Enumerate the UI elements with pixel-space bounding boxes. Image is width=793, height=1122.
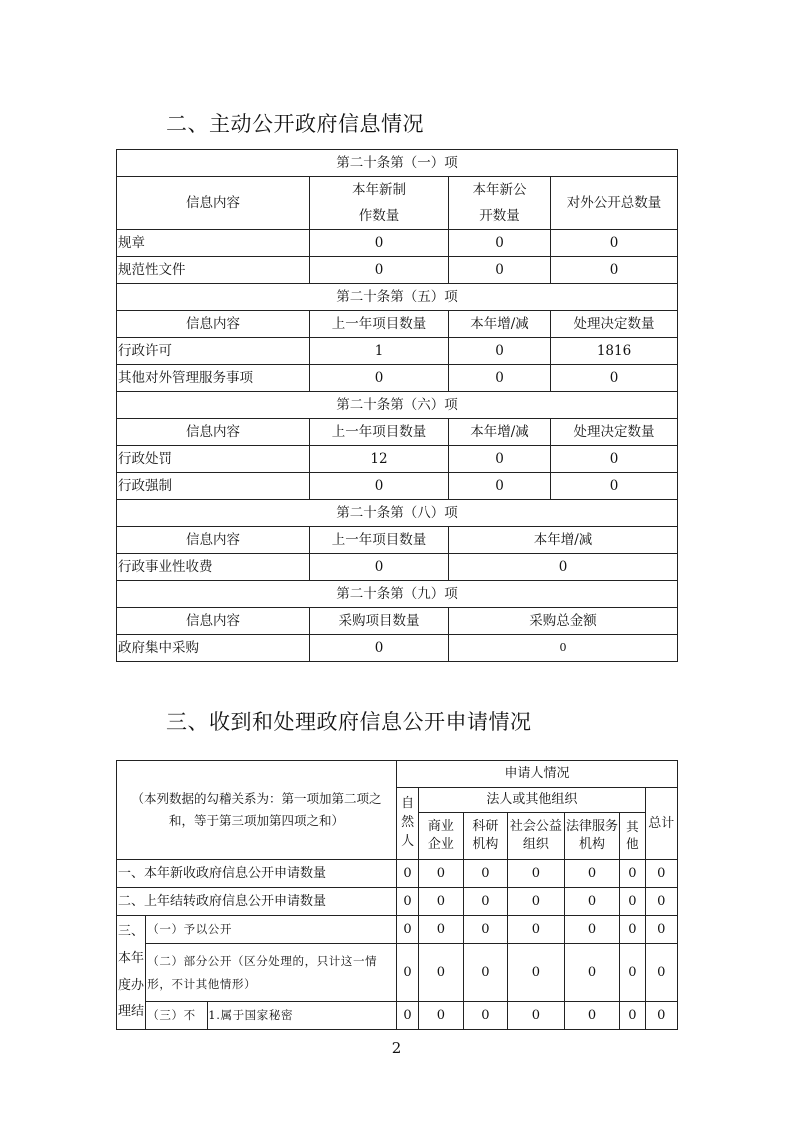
cell-value: 0 — [508, 888, 565, 916]
cell-value: 0 — [564, 944, 620, 1002]
col-header: 信息内容 — [117, 527, 310, 554]
cell-value: 1816 — [551, 338, 678, 365]
cell-value: 0 — [620, 944, 645, 1002]
cell-value: 0 — [645, 916, 677, 944]
section-header: 第二十条第（五）项 — [117, 284, 678, 311]
row-label: 行政事业性收费 — [117, 554, 310, 581]
cell-value: 0 — [508, 916, 565, 944]
cell-value: 0 — [564, 888, 620, 916]
cell-value: 0 — [396, 1002, 418, 1030]
sub-row-label: （一）予以公开 — [146, 916, 397, 944]
cell-value: 0 — [564, 1002, 620, 1030]
cell-value: 0 — [551, 365, 678, 392]
cell-value: 0 — [396, 860, 418, 888]
col-header: 信息内容 — [117, 419, 310, 446]
col-header: 本年增/减 — [449, 527, 678, 554]
cell-value: 1 — [310, 338, 449, 365]
section-header: 第二十条第（八）项 — [117, 500, 678, 527]
cell-value: 0 — [419, 916, 463, 944]
cell-value: 0 — [419, 944, 463, 1002]
col-header: 上一年项目数量 — [310, 527, 449, 554]
col-header: 信息内容 — [117, 608, 310, 635]
cell-value: 0 — [449, 257, 551, 284]
section-2-title: 二、主动公开政府信息情况 — [166, 112, 424, 136]
col-header: 本年增/减 — [449, 311, 551, 338]
applicant-header: 申请人情况 — [396, 761, 677, 788]
row-label: 规范性文件 — [117, 257, 310, 284]
sub-col-header: 商业企业 — [419, 813, 463, 860]
col-header: 本年新制作数量 — [310, 177, 449, 230]
row-label: 行政处罚 — [117, 446, 310, 473]
col-header: 上一年项目数量 — [310, 311, 449, 338]
cell-value: 0 — [620, 1002, 645, 1030]
cell-value: 0 — [564, 860, 620, 888]
not-public-label: （三）不 — [146, 1002, 208, 1029]
cell-value: 0 — [310, 365, 449, 392]
natural-person-header: 自然人 — [396, 788, 418, 860]
cell-value: 0 — [551, 446, 678, 473]
cell-value: 0 — [449, 554, 678, 581]
row-label: 其他对外管理服务事项 — [117, 365, 310, 392]
cell-value: 0 — [449, 365, 551, 392]
section-3-title: 三、收到和处理政府信息公开申请情况 — [166, 710, 532, 734]
row-label: 行政许可 — [117, 338, 310, 365]
total-header: 总计 — [645, 788, 677, 860]
sub-col-header: 法律服务机构 — [564, 813, 620, 860]
row-label: 二、上年结转政府信息公开申请数量 — [117, 888, 397, 916]
corner-note: （本列数据的勾稽关系为：第一项加第二项之和，等于第三项加第四项之和） — [117, 761, 397, 860]
sub-col-header: 其他 — [620, 813, 645, 860]
cell-value: 0 — [310, 635, 449, 662]
cell-value: 0 — [419, 1002, 463, 1030]
col-header: 采购总金额 — [449, 608, 678, 635]
cell-value: 0 — [508, 1002, 565, 1030]
col-header: 处理决定数量 — [551, 419, 678, 446]
section-header: 第二十条第（六）项 — [117, 392, 678, 419]
cell-value: 0 — [463, 916, 507, 944]
cell-value: 0 — [449, 338, 551, 365]
cell-value: 0 — [449, 473, 551, 500]
sub-row-label — [146, 1002, 397, 1030]
cell-value: 0 — [449, 446, 551, 473]
col-header: 信息内容 — [117, 311, 310, 338]
cell-value: 0 — [396, 916, 418, 944]
cell-value: 0 — [508, 944, 565, 1002]
not-public-item-label: 1.属于国家秘密 — [208, 1008, 294, 1022]
col-header: 采购项目数量 — [310, 608, 449, 635]
cell-value: 0 — [620, 860, 645, 888]
row-group-label: 三、本年度办理结 — [117, 916, 146, 1030]
cell-value: 0 — [449, 230, 551, 257]
cell-value: 0 — [645, 1002, 677, 1030]
cell-value: 0 — [463, 944, 507, 1002]
cell-value: 0 — [310, 554, 449, 581]
cell-value: 0 — [396, 888, 418, 916]
cell-value: 0 — [310, 473, 449, 500]
cell-value: 12 — [310, 446, 449, 473]
sub-col-header: 社会公益组织 — [508, 813, 565, 860]
section-header: 第二十条第（九）项 — [117, 581, 678, 608]
application-handling-table — [116, 760, 678, 1030]
cell-value: 0 — [463, 888, 507, 916]
col-header: 处理决定数量 — [551, 311, 678, 338]
proactive-disclosure-table — [116, 149, 678, 662]
cell-value: 0 — [551, 473, 678, 500]
row-label: 行政强制 — [117, 473, 310, 500]
cell-value: 0 — [463, 1002, 507, 1030]
sub-row-label: （二）部分公开（区分处理的，只计这一情形，不计其他情形） — [146, 944, 397, 1002]
cell-value: 0 — [396, 944, 418, 1002]
cell-value: 0 — [310, 257, 449, 284]
cell-value: 0 — [419, 888, 463, 916]
legal-entity-header: 法人或其他组织 — [419, 788, 645, 813]
row-label: 一、本年新收政府信息公开申请数量 — [117, 860, 397, 888]
cell-value: 0 — [463, 860, 507, 888]
col-header: 本年新公开数量 — [449, 177, 551, 230]
cell-value: 0 — [449, 635, 678, 662]
col-header: 本年增/减 — [449, 419, 551, 446]
col-header: 上一年项目数量 — [310, 419, 449, 446]
cell-value: 0 — [645, 860, 677, 888]
cell-value: 0 — [551, 230, 678, 257]
cell-value: 0 — [564, 916, 620, 944]
cell-value: 0 — [645, 888, 677, 916]
row-label: 政府集中采购 — [117, 635, 310, 662]
cell-value: 0 — [620, 888, 645, 916]
cell-value: 0 — [310, 230, 449, 257]
row-label: 规章 — [117, 230, 310, 257]
section-header: 第二十条第（一）项 — [117, 150, 678, 177]
cell-value: 0 — [551, 257, 678, 284]
cell-value: 0 — [645, 944, 677, 1002]
cell-value: 0 — [508, 860, 565, 888]
cell-value: 0 — [419, 860, 463, 888]
sub-col-header: 科研机构 — [463, 813, 507, 860]
col-header: 信息内容 — [117, 177, 310, 230]
page-number: 2 — [391, 1039, 402, 1057]
col-header: 对外公开总数量 — [551, 177, 678, 230]
cell-value: 0 — [620, 916, 645, 944]
